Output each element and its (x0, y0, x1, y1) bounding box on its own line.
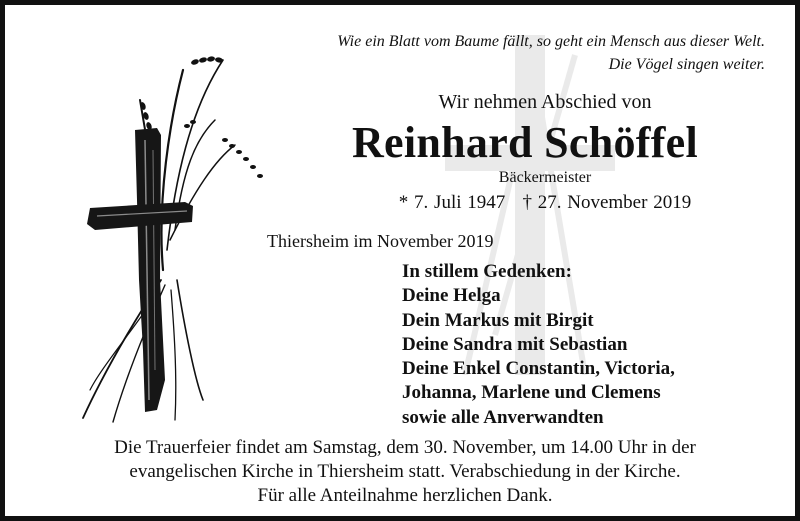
death-date: † 27. November 2019 (522, 192, 692, 213)
intro-text: Wir nehmen Abschied von (438, 91, 652, 113)
mourners-list (402, 260, 675, 430)
closing-line-3: Für alle Anteilnahme herzlichen Dank. (257, 485, 553, 506)
closing-line-2: evangelischen Kirche in Thiersheim statt. Verabschiedung in der Kirche. (129, 461, 681, 482)
mourner-line: Deine Helga (402, 285, 501, 307)
place-and-date: Thiersheim im November 2019 (267, 231, 494, 251)
occupation: Bäckermeister (498, 169, 592, 186)
mourners-heading: In stillem Gedenken: (402, 261, 572, 282)
mourner-line: Johanna, Marlene und Clemens (402, 382, 661, 404)
cross-with-grass-illustration (65, 50, 285, 425)
quote-line-2: Die Vögel singen weiter. (608, 56, 765, 73)
mourner-line: Dein Markus mit Birgit (402, 309, 594, 331)
mourner-line: Deine Enkel Constantin, Victoria, (402, 358, 675, 380)
quote-line-1: Wie ein Blatt vom Baume fällt, so geht ein Mensch aus dieser Welt. (337, 33, 765, 50)
closing-line-1: Die Trauerfeier findet am Samstag, dem 30. November, um 14.00 Uhr in der (114, 437, 696, 458)
mourner-line: Deine Sandra mit Sebastian (402, 333, 628, 355)
mourner-line: sowie alle Anverwandten (402, 406, 604, 428)
deceased-name: Reinhard Schöffel (351, 118, 699, 167)
life-dates (365, 192, 725, 214)
birth-date: * 7. Juli 1947 (398, 192, 506, 213)
